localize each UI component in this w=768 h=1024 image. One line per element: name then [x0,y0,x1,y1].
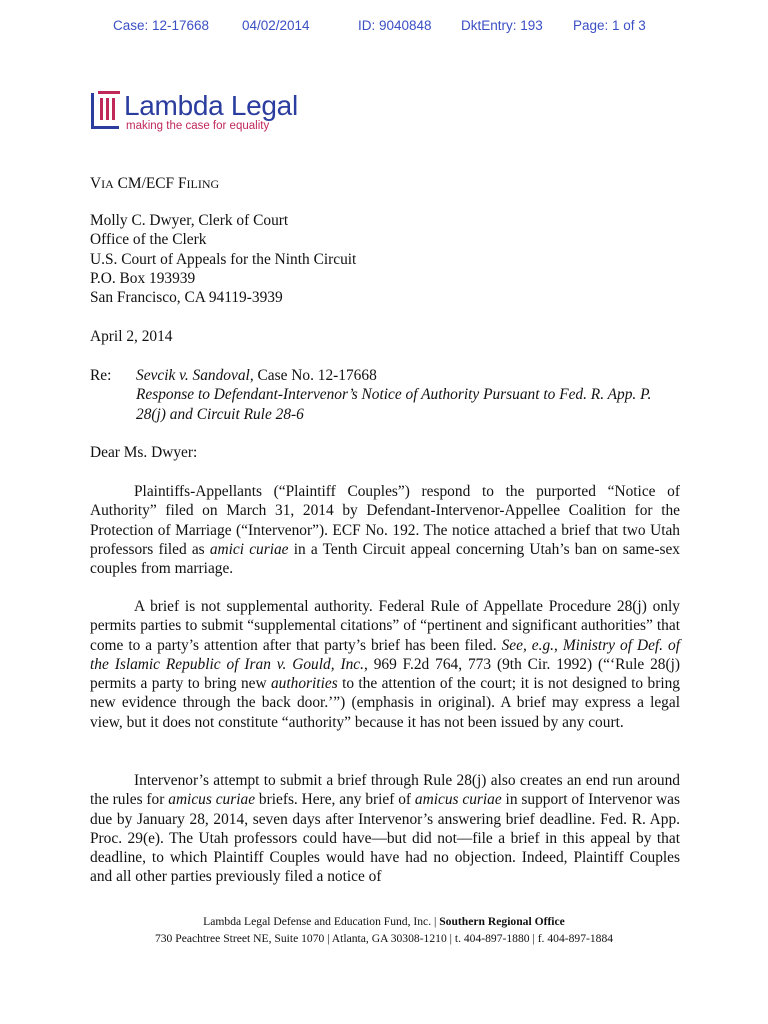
salutation: Dear Ms. Dwyer: [90,444,198,461]
paragraph-1 [90,482,680,578]
recipient-address [90,211,680,307]
delivery-method [90,174,680,194]
lambda-legal-logo-icon [90,88,122,130]
footer-organization: Lambda Legal Defense and Education Fund, Inc. | [203,915,440,928]
paragraph-1-text: Plaintiffs-Appellants (“Plaintiff Couples”) respond to the purported “Notice of Authority” filed on March 31, 2014 by Defendant-Intervenor-Appellee Coalition for the Protection of Marriage (“Intervenor”). ECF No. 192. The notice attached a brief that two Utah professors filed as [90,483,680,558]
re-subject: Response to Defendant-Intervenor’s Notice of Authority Pursuant to Fed. R. App. P. 28(j) and Circuit Rule 28-6 [136,386,652,423]
address-line: U.S. Court of Appeals for the Ninth Circuit [90,250,357,268]
paragraph-3-text-2: briefs. Here, any brief of [255,791,415,809]
lambda-legal-logo [90,88,320,134]
logo-tagline: making the case for equality [126,120,270,132]
address-line: Office of the Clerk [90,231,207,249]
delivery-method-iling: ILING [186,177,220,191]
paragraph-2-text-end: to the attention of the court; it is not designed to bring new evidence through the back door.’”) (emphasis in original). A brief may express a legal view, but it does not constitute “authority” because it has not been issued by any court. [90,675,680,731]
paragraph-2-citation-text: , 969 F.2d 764, 773 (9th Cir. 1992) (“‘Rule 28(j) permits a party to bring new [90,655,680,693]
paragraph-3 [90,771,680,887]
ecf-filing-date: 04/02/2014 [242,18,310,33]
ecf-case-number: Case: 12-17668 [113,18,210,33]
paragraph-2-text: A brief is not supplemental authority. Federal Rule of Appellate Procedure 28(j) only permits parties to submit “supplemental citations” of “pertinent and significant authorities” that come to a party’s attention after that party’s brief has been filed. [90,598,680,654]
re-body [136,366,680,424]
paragraph-1-italic: amici curiae [209,540,289,558]
paragraph-3-text: Intervenor’s attempt to submit a brief through Rule 28(j) also creates an end run around the rules for [90,772,680,809]
logo-wordmark: Lambda Legal [124,90,298,121]
footer-office-name: Southern Regional Office [439,915,565,928]
delivery-method-ia: IA [101,177,114,191]
footer-line-1 [0,913,768,930]
paragraph-2 [90,597,680,732]
address-line: P.O. Box 193939 [90,269,196,287]
paragraph-3-italic-2: amicus curiae [414,791,502,809]
paragraph-2-comma: , [554,636,563,654]
paragraph-2-case-citation: Ministry of Def. of the Islamic Republic of Iran v. Gould, Inc. [90,636,680,673]
paragraph-2-emphasis: authorities [270,675,338,693]
paragraph-2-signal: See, e.g. [501,636,555,654]
paragraph-3-text-end: in support of Intervenor was due by January 28, 2014, seven days after Intervenor’s answering brief deadline. Fed. R. App. Proc. 29(e). The Utah professors could have—but did not—file a brief in this appeal by that deadline, to which Plaintiff Couples would have had no objection. Indeed, Plaintiff Couples and all other parties previously filed a notice of [90,791,680,886]
footer-address: 730 Peachtree Street NE, Suite 1070 | Atlanta, GA 30308-1210 | t. 404-897-1880 | f. 404-897-1884 [154,932,614,945]
ecf-page-number: Page: 1 of 3 [573,18,646,33]
delivery-method-v: V [90,175,102,192]
paragraph-3-italic-1: amicus curiae [168,791,256,809]
address-line: Molly C. Dwyer, Clerk of Court [90,212,289,229]
ecf-document-id: ID: 9040848 [358,18,432,33]
address-line: San Francisco, CA 94119-3939 [90,289,283,307]
re-case-number: , Case No. 12-17668 [249,367,377,384]
delivery-method-f: F [177,175,187,192]
letter-date: April 2, 2014 [90,328,173,345]
re-case-name: Sevcik v. Sandoval [136,367,250,384]
letterhead-footer [0,913,768,947]
delivery-method-cm-ecf: CM/ECF [113,175,178,192]
paragraph-1-text-end: in a Tenth Circuit appeal concerning Utah’s ban on same-sex couples from marriage. [90,540,681,578]
ecf-docket-entry: DktEntry: 193 [461,18,543,33]
re-label: Re: [90,367,112,384]
